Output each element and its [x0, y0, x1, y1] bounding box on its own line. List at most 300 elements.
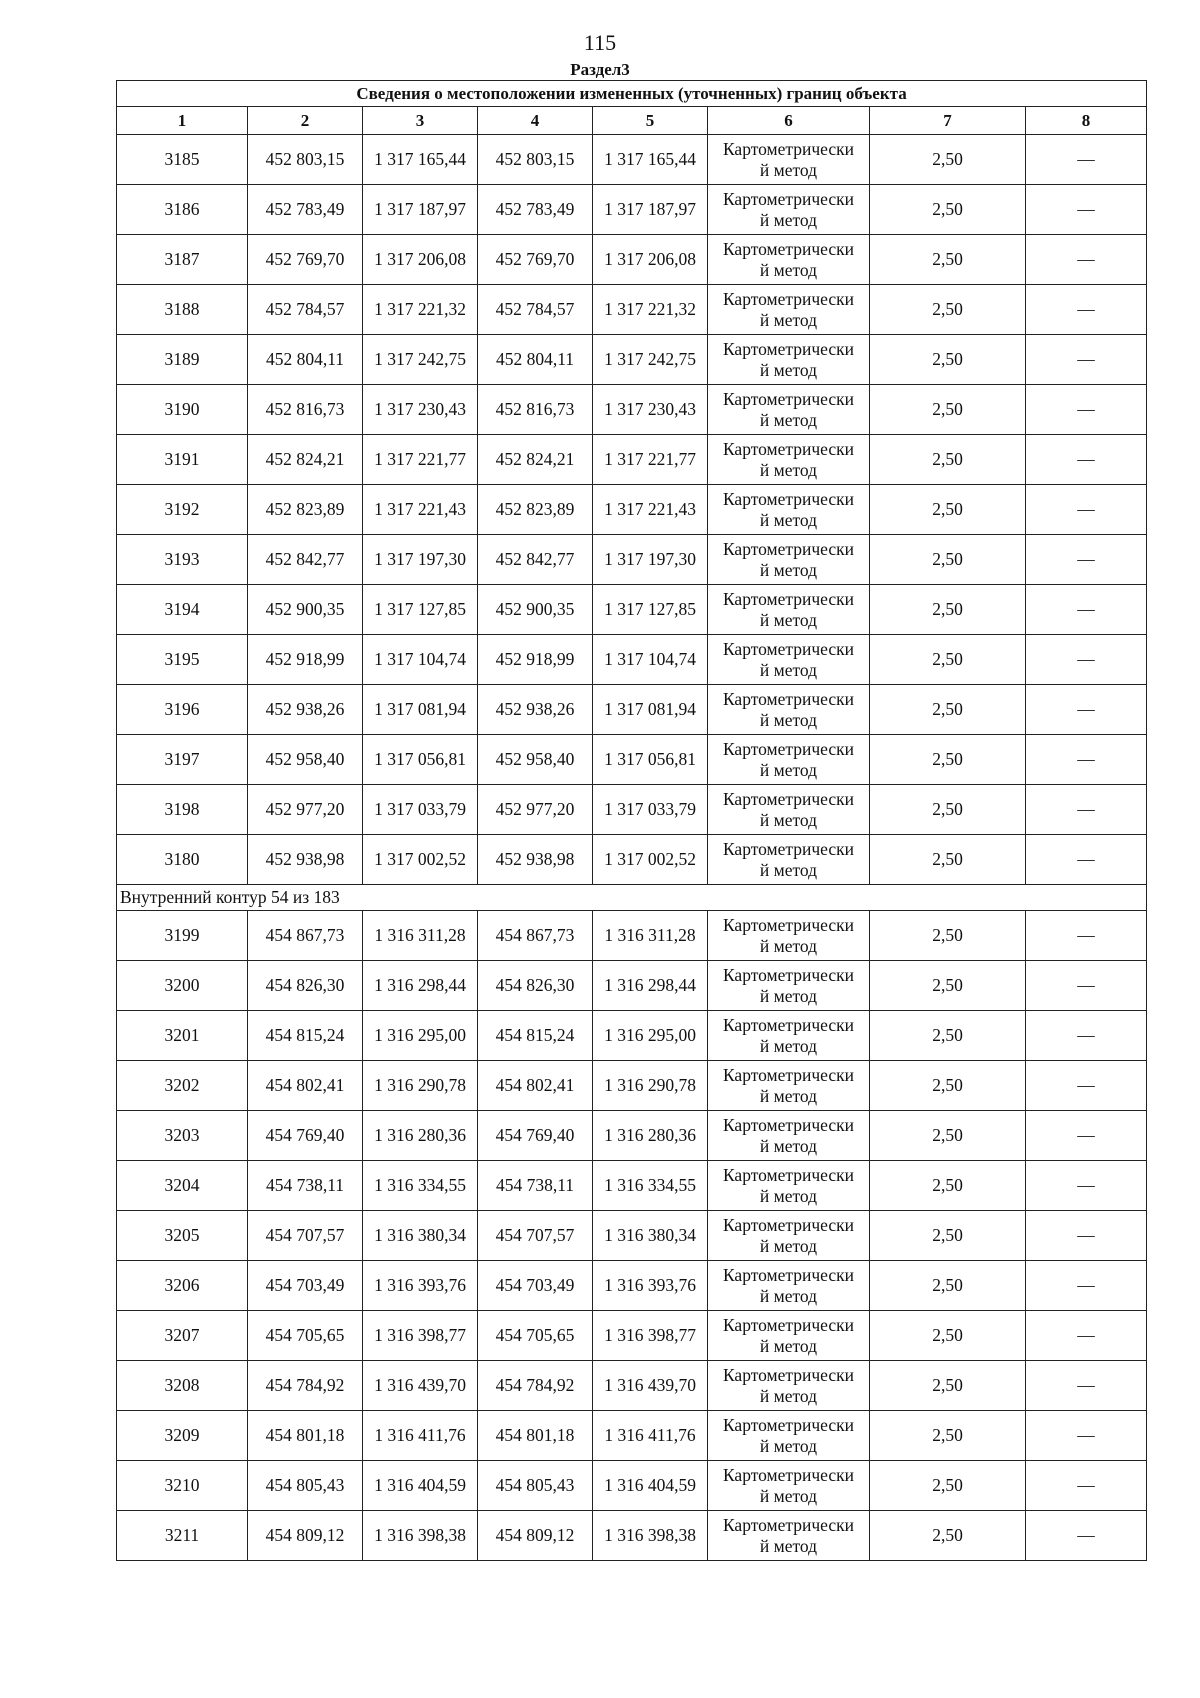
existing-y-cell: 1 317 197,30 — [363, 535, 478, 585]
method-line-2: й метод — [759, 209, 818, 230]
method-cell — [708, 635, 870, 685]
table-row — [117, 1461, 1147, 1511]
method-line-1: Картометрически — [722, 1214, 855, 1235]
refined-x-cell: 454 815,24 — [478, 1011, 593, 1061]
refined-x-cell: 452 900,35 — [478, 585, 593, 635]
boundary-coordinates-table — [116, 80, 1147, 1561]
method-line-2: й метод — [759, 459, 818, 480]
method-line-2: й метод — [759, 759, 818, 780]
accuracy-cell: 2,50 — [870, 385, 1026, 435]
accuracy-cell: 2,50 — [870, 785, 1026, 835]
method-line-2: й метод — [759, 1335, 818, 1356]
method-line-2: й метод — [759, 159, 818, 180]
refined-y-cell: 1 317 221,32 — [593, 285, 708, 335]
existing-y-cell: 1 317 187,97 — [363, 185, 478, 235]
refined-y-cell: 1 317 033,79 — [593, 785, 708, 835]
point-number-cell: 3201 — [117, 1011, 248, 1061]
method-cell — [708, 435, 870, 485]
method-cell — [708, 1061, 870, 1111]
note-cell: — — [1026, 185, 1147, 235]
refined-y-cell: 1 317 081,94 — [593, 685, 708, 735]
note-cell: — — [1026, 585, 1147, 635]
accuracy-cell: 2,50 — [870, 1311, 1026, 1361]
accuracy-cell: 2,50 — [870, 735, 1026, 785]
note-cell: — — [1026, 1161, 1147, 1211]
existing-x-cell: 454 867,73 — [248, 911, 363, 961]
refined-y-cell: 1 316 404,59 — [593, 1461, 708, 1511]
method-line-1: Картометрически — [722, 138, 855, 159]
table-row — [117, 1411, 1147, 1461]
refined-x-cell: 452 804,11 — [478, 335, 593, 385]
column-number-5: 5 — [593, 107, 708, 135]
method-line-1: Картометрически — [722, 538, 855, 559]
existing-x-cell: 452 816,73 — [248, 385, 363, 435]
refined-y-cell: 1 316 298,44 — [593, 961, 708, 1011]
method-cell — [708, 535, 870, 585]
existing-x-cell: 452 938,26 — [248, 685, 363, 735]
existing-x-cell: 454 705,65 — [248, 1311, 363, 1361]
existing-y-cell: 1 317 081,94 — [363, 685, 478, 735]
point-number-cell: 3185 — [117, 135, 248, 185]
refined-x-cell: 452 938,26 — [478, 685, 593, 735]
accuracy-cell: 2,50 — [870, 335, 1026, 385]
note-cell: — — [1026, 135, 1147, 185]
accuracy-cell: 2,50 — [870, 435, 1026, 485]
refined-y-cell: 1 316 411,76 — [593, 1411, 708, 1461]
existing-x-cell: 452 783,49 — [248, 185, 363, 235]
method-line-2: й метод — [759, 259, 818, 280]
method-line-2: й метод — [759, 1485, 818, 1506]
table-row — [117, 1311, 1147, 1361]
accuracy-cell: 2,50 — [870, 1361, 1026, 1411]
accuracy-cell: 2,50 — [870, 685, 1026, 735]
refined-y-cell: 1 317 206,08 — [593, 235, 708, 285]
refined-x-cell: 452 977,20 — [478, 785, 593, 835]
section-title: Раздел3 — [570, 60, 630, 79]
method-line-1: Картометрически — [722, 964, 855, 985]
note-cell: — — [1026, 1311, 1147, 1361]
method-line-2: й метод — [759, 985, 818, 1006]
method-line-1: Картометрически — [722, 488, 855, 509]
refined-x-cell: 452 918,99 — [478, 635, 593, 685]
method-line-2: й метод — [759, 559, 818, 580]
refined-y-cell: 1 316 398,77 — [593, 1311, 708, 1361]
method-cell — [708, 485, 870, 535]
table-row — [117, 1211, 1147, 1261]
refined-y-cell: 1 317 056,81 — [593, 735, 708, 785]
point-number-cell: 3194 — [117, 585, 248, 635]
note-cell: — — [1026, 961, 1147, 1011]
refined-x-cell: 454 809,12 — [478, 1511, 593, 1561]
table-caption: Сведения о местоположении измененных (уточненных) границ объекта — [117, 81, 1147, 107]
method-line-2: й метод — [759, 309, 818, 330]
note-cell: — — [1026, 1111, 1147, 1161]
table-row — [117, 1511, 1147, 1561]
method-cell — [708, 335, 870, 385]
refined-y-cell: 1 316 311,28 — [593, 911, 708, 961]
existing-x-cell: 452 958,40 — [248, 735, 363, 785]
method-cell — [708, 785, 870, 835]
existing-y-cell: 1 317 230,43 — [363, 385, 478, 435]
method-line-1: Картометрически — [722, 838, 855, 859]
method-line-1: Картометрически — [722, 788, 855, 809]
note-cell: — — [1026, 235, 1147, 285]
accuracy-cell: 2,50 — [870, 1061, 1026, 1111]
existing-x-cell: 454 801,18 — [248, 1411, 363, 1461]
note-cell: — — [1026, 1461, 1147, 1511]
refined-y-cell: 1 316 380,34 — [593, 1211, 708, 1261]
method-line-2: й метод — [759, 859, 818, 880]
existing-y-cell: 1 316 404,59 — [363, 1461, 478, 1511]
note-cell: — — [1026, 785, 1147, 835]
refined-y-cell: 1 317 127,85 — [593, 585, 708, 635]
refined-x-cell: 452 784,57 — [478, 285, 593, 335]
point-number-cell: 3208 — [117, 1361, 248, 1411]
table-row — [117, 285, 1147, 335]
method-line-1: Картометрически — [722, 188, 855, 209]
note-cell: — — [1026, 1261, 1147, 1311]
point-number-cell: 3193 — [117, 535, 248, 585]
table-row — [117, 235, 1147, 285]
method-line-2: й метод — [759, 659, 818, 680]
existing-x-cell: 454 826,30 — [248, 961, 363, 1011]
existing-y-cell: 1 316 393,76 — [363, 1261, 478, 1311]
refined-y-cell: 1 317 230,43 — [593, 385, 708, 435]
point-number-cell: 3206 — [117, 1261, 248, 1311]
method-line-1: Картометрически — [722, 1014, 855, 1035]
table-row — [117, 335, 1147, 385]
contour-group-row — [117, 885, 1147, 911]
method-cell — [708, 1461, 870, 1511]
method-line-1: Картометрически — [722, 638, 855, 659]
refined-y-cell: 1 316 439,70 — [593, 1361, 708, 1411]
existing-x-cell: 452 803,15 — [248, 135, 363, 185]
existing-x-cell: 452 938,98 — [248, 835, 363, 885]
note-cell: — — [1026, 911, 1147, 961]
method-line-2: й метод — [759, 409, 818, 430]
existing-y-cell: 1 317 127,85 — [363, 585, 478, 635]
method-cell — [708, 1011, 870, 1061]
point-number-cell: 3197 — [117, 735, 248, 785]
method-line-1: Картометрически — [722, 1314, 855, 1335]
method-cell — [708, 135, 870, 185]
method-line-1: Картометрически — [722, 1114, 855, 1135]
refined-y-cell: 1 316 334,55 — [593, 1161, 708, 1211]
existing-y-cell: 1 316 398,38 — [363, 1511, 478, 1561]
refined-x-cell: 454 802,41 — [478, 1061, 593, 1111]
refined-x-cell: 454 801,18 — [478, 1411, 593, 1461]
method-line-2: й метод — [759, 935, 818, 956]
existing-y-cell: 1 317 221,32 — [363, 285, 478, 335]
existing-y-cell: 1 317 206,08 — [363, 235, 478, 285]
method-line-1: Картометрически — [722, 288, 855, 309]
method-line-1: Картометрически — [722, 1414, 855, 1435]
method-line-1: Картометрически — [722, 1164, 855, 1185]
existing-x-cell: 454 784,92 — [248, 1361, 363, 1411]
point-number-cell: 3209 — [117, 1411, 248, 1461]
note-cell: — — [1026, 385, 1147, 435]
table-row — [117, 535, 1147, 585]
accuracy-cell: 2,50 — [870, 1511, 1026, 1561]
existing-x-cell: 452 823,89 — [248, 485, 363, 535]
method-line-2: й метод — [759, 709, 818, 730]
existing-y-cell: 1 317 221,77 — [363, 435, 478, 485]
point-number-cell: 3210 — [117, 1461, 248, 1511]
table-row — [117, 911, 1147, 961]
column-number-8: 8 — [1026, 107, 1147, 135]
refined-x-cell: 454 867,73 — [478, 911, 593, 961]
existing-y-cell: 1 316 280,36 — [363, 1111, 478, 1161]
accuracy-cell: 2,50 — [870, 585, 1026, 635]
method-cell — [708, 1361, 870, 1411]
existing-x-cell: 454 809,12 — [248, 1511, 363, 1561]
accuracy-cell: 2,50 — [870, 235, 1026, 285]
point-number-cell: 3190 — [117, 385, 248, 435]
refined-x-cell: 452 783,49 — [478, 185, 593, 235]
point-number-cell: 3186 — [117, 185, 248, 235]
accuracy-cell: 2,50 — [870, 1111, 1026, 1161]
point-number-cell: 3196 — [117, 685, 248, 735]
existing-x-cell: 452 804,11 — [248, 335, 363, 385]
accuracy-cell: 2,50 — [870, 1211, 1026, 1261]
note-cell: — — [1026, 635, 1147, 685]
method-cell — [708, 1111, 870, 1161]
point-number-cell: 3195 — [117, 635, 248, 685]
note-cell: — — [1026, 435, 1147, 485]
table-row — [117, 185, 1147, 235]
note-cell: — — [1026, 1211, 1147, 1261]
existing-y-cell: 1 317 221,43 — [363, 485, 478, 535]
table-row — [117, 1361, 1147, 1411]
refined-x-cell: 454 703,49 — [478, 1261, 593, 1311]
point-number-cell: 3205 — [117, 1211, 248, 1261]
refined-y-cell: 1 317 221,77 — [593, 435, 708, 485]
refined-x-cell: 454 769,40 — [478, 1111, 593, 1161]
point-number-cell: 3203 — [117, 1111, 248, 1161]
method-line-1: Картометрически — [722, 588, 855, 609]
existing-y-cell: 1 317 033,79 — [363, 785, 478, 835]
column-number-2: 2 — [248, 107, 363, 135]
accuracy-cell: 2,50 — [870, 835, 1026, 885]
method-line-2: й метод — [759, 609, 818, 630]
point-number-cell: 3204 — [117, 1161, 248, 1211]
table-row — [117, 835, 1147, 885]
column-number-3: 3 — [363, 107, 478, 135]
accuracy-cell: 2,50 — [870, 635, 1026, 685]
method-line-1: Картометрически — [722, 238, 855, 259]
method-line-2: й метод — [759, 1285, 818, 1306]
contour-group-label: Внутренний контур 54 из 183 — [117, 885, 1147, 911]
table-row — [117, 585, 1147, 635]
method-line-1: Картометрически — [722, 914, 855, 935]
method-line-2: й метод — [759, 1385, 818, 1406]
point-number-cell: 3199 — [117, 911, 248, 961]
refined-x-cell: 452 842,77 — [478, 535, 593, 585]
method-line-1: Картометрически — [722, 1514, 855, 1535]
note-cell: — — [1026, 1011, 1147, 1061]
point-number-cell: 3202 — [117, 1061, 248, 1111]
existing-x-cell: 452 918,99 — [248, 635, 363, 685]
existing-y-cell: 1 317 002,52 — [363, 835, 478, 885]
accuracy-cell: 2,50 — [870, 961, 1026, 1011]
existing-y-cell: 1 317 104,74 — [363, 635, 478, 685]
table-row — [117, 1111, 1147, 1161]
note-cell: — — [1026, 335, 1147, 385]
existing-y-cell: 1 316 295,00 — [363, 1011, 478, 1061]
refined-y-cell: 1 317 187,97 — [593, 185, 708, 235]
existing-x-cell: 454 802,41 — [248, 1061, 363, 1111]
refined-y-cell: 1 316 398,38 — [593, 1511, 708, 1561]
method-line-1: Картометрически — [722, 1364, 855, 1385]
table-row — [117, 635, 1147, 685]
point-number-cell: 3207 — [117, 1311, 248, 1361]
table-row — [117, 135, 1147, 185]
refined-x-cell: 454 705,65 — [478, 1311, 593, 1361]
method-cell — [708, 835, 870, 885]
method-line-2: й метод — [759, 1435, 818, 1456]
existing-y-cell: 1 316 290,78 — [363, 1061, 478, 1111]
point-number-cell: 3191 — [117, 435, 248, 485]
existing-y-cell: 1 317 056,81 — [363, 735, 478, 785]
refined-y-cell: 1 317 221,43 — [593, 485, 708, 535]
method-cell — [708, 685, 870, 735]
table-row — [117, 735, 1147, 785]
method-line-1: Картометрически — [722, 1064, 855, 1085]
refined-x-cell: 454 784,92 — [478, 1361, 593, 1411]
method-cell — [708, 1411, 870, 1461]
method-cell — [708, 385, 870, 435]
method-line-2: й метод — [759, 809, 818, 830]
method-cell — [708, 1311, 870, 1361]
existing-x-cell: 452 900,35 — [248, 585, 363, 635]
existing-x-cell: 454 738,11 — [248, 1161, 363, 1211]
column-number-4: 4 — [478, 107, 593, 135]
table-row — [117, 1261, 1147, 1311]
table-row — [117, 1011, 1147, 1061]
refined-x-cell: 454 738,11 — [478, 1161, 593, 1211]
method-line-1: Картометрически — [722, 1264, 855, 1285]
note-cell: — — [1026, 835, 1147, 885]
note-cell: — — [1026, 735, 1147, 785]
existing-y-cell: 1 317 165,44 — [363, 135, 478, 185]
method-cell — [708, 1211, 870, 1261]
accuracy-cell: 2,50 — [870, 1011, 1026, 1061]
existing-x-cell: 452 784,57 — [248, 285, 363, 335]
table-row — [117, 785, 1147, 835]
point-number-cell: 3180 — [117, 835, 248, 885]
refined-y-cell: 1 316 393,76 — [593, 1261, 708, 1311]
method-cell — [708, 735, 870, 785]
refined-y-cell: 1 317 242,75 — [593, 335, 708, 385]
column-number-7: 7 — [870, 107, 1026, 135]
column-number-1: 1 — [117, 107, 248, 135]
point-number-cell: 3192 — [117, 485, 248, 535]
existing-x-cell: 452 824,21 — [248, 435, 363, 485]
point-number-cell: 3188 — [117, 285, 248, 335]
existing-y-cell: 1 316 311,28 — [363, 911, 478, 961]
refined-x-cell: 454 707,57 — [478, 1211, 593, 1261]
method-cell — [708, 961, 870, 1011]
existing-y-cell: 1 316 411,76 — [363, 1411, 478, 1461]
point-number-cell: 3198 — [117, 785, 248, 835]
existing-x-cell: 454 703,49 — [248, 1261, 363, 1311]
refined-y-cell: 1 317 104,74 — [593, 635, 708, 685]
existing-x-cell: 452 977,20 — [248, 785, 363, 835]
existing-x-cell: 452 842,77 — [248, 535, 363, 585]
refined-x-cell: 452 823,89 — [478, 485, 593, 535]
table-row — [117, 685, 1147, 735]
existing-x-cell: 454 707,57 — [248, 1211, 363, 1261]
existing-x-cell: 454 805,43 — [248, 1461, 363, 1511]
note-cell: — — [1026, 1511, 1147, 1561]
method-line-1: Картометрически — [722, 688, 855, 709]
column-number-6: 6 — [708, 107, 870, 135]
method-line-2: й метод — [759, 1185, 818, 1206]
point-number-cell: 3211 — [117, 1511, 248, 1561]
existing-x-cell: 452 769,70 — [248, 235, 363, 285]
existing-y-cell: 1 316 398,77 — [363, 1311, 478, 1361]
refined-x-cell: 454 826,30 — [478, 961, 593, 1011]
refined-x-cell: 454 805,43 — [478, 1461, 593, 1511]
refined-x-cell: 452 958,40 — [478, 735, 593, 785]
method-cell — [708, 911, 870, 961]
refined-x-cell: 452 938,98 — [478, 835, 593, 885]
point-number-cell: 3187 — [117, 235, 248, 285]
method-line-1: Картометрически — [722, 438, 855, 459]
existing-y-cell: 1 316 439,70 — [363, 1361, 478, 1411]
accuracy-cell: 2,50 — [870, 1411, 1026, 1461]
method-line-2: й метод — [759, 1085, 818, 1106]
method-cell — [708, 285, 870, 335]
refined-x-cell: 452 769,70 — [478, 235, 593, 285]
table-row — [117, 1161, 1147, 1211]
accuracy-cell: 2,50 — [870, 135, 1026, 185]
existing-y-cell: 1 316 334,55 — [363, 1161, 478, 1211]
accuracy-cell: 2,50 — [870, 1461, 1026, 1511]
existing-y-cell: 1 317 242,75 — [363, 335, 478, 385]
point-number-cell: 3189 — [117, 335, 248, 385]
table-row — [117, 385, 1147, 435]
accuracy-cell: 2,50 — [870, 1261, 1026, 1311]
method-line-2: й метод — [759, 1235, 818, 1256]
note-cell: — — [1026, 1061, 1147, 1111]
column-number-row — [117, 107, 1147, 135]
method-line-1: Картометрически — [722, 338, 855, 359]
method-line-2: й метод — [759, 509, 818, 530]
note-cell: — — [1026, 485, 1147, 535]
refined-y-cell: 1 317 197,30 — [593, 535, 708, 585]
method-line-1: Картометрически — [722, 1464, 855, 1485]
refined-y-cell: 1 316 295,00 — [593, 1011, 708, 1061]
existing-x-cell: 454 815,24 — [248, 1011, 363, 1061]
table-row — [117, 1061, 1147, 1111]
method-cell — [708, 185, 870, 235]
note-cell: — — [1026, 285, 1147, 335]
table-row — [117, 435, 1147, 485]
note-cell: — — [1026, 1411, 1147, 1461]
refined-y-cell: 1 316 290,78 — [593, 1061, 708, 1111]
method-cell — [708, 1261, 870, 1311]
table-row — [117, 961, 1147, 1011]
existing-y-cell: 1 316 298,44 — [363, 961, 478, 1011]
method-line-1: Картометрически — [722, 738, 855, 759]
existing-y-cell: 1 316 380,34 — [363, 1211, 478, 1261]
refined-x-cell: 452 803,15 — [478, 135, 593, 185]
method-line-2: й метод — [759, 1135, 818, 1156]
note-cell: — — [1026, 685, 1147, 735]
method-line-2: й метод — [759, 1035, 818, 1056]
page-number: 115 — [583, 30, 617, 55]
